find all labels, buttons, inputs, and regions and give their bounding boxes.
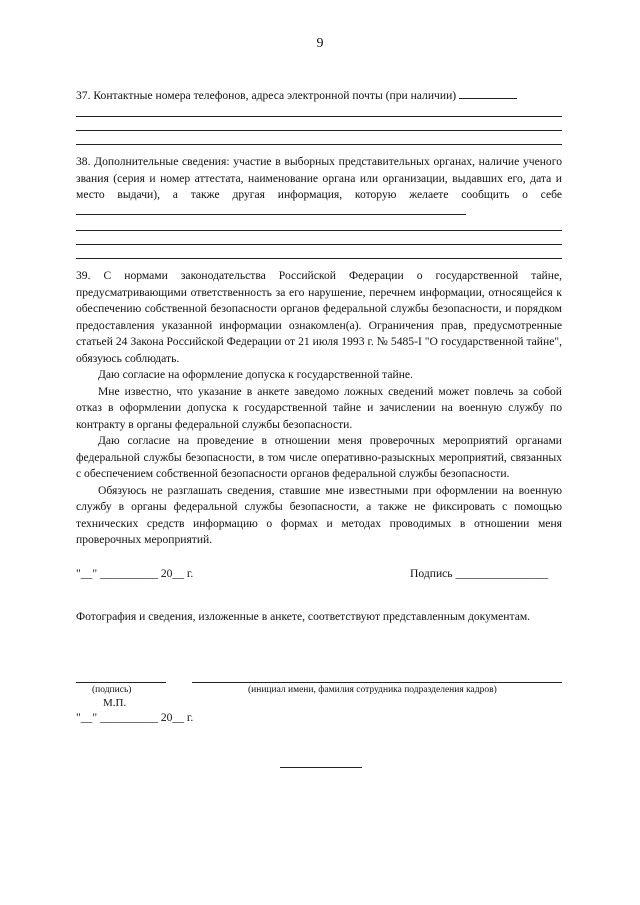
signature-date-line[interactable]: "__" __________ 20__ г.: [76, 567, 194, 580]
item-37-answer-line-1[interactable]: [76, 116, 562, 117]
hr-officer-caption: (инициал имени, фамилия сотрудника подразделения кадров): [248, 685, 497, 695]
podpis-line[interactable]: [76, 682, 166, 683]
item-37-text: 37. Контактные номера телефонов, адреса электронной почты (при наличии): [76, 89, 457, 102]
page-number: 9: [316, 36, 324, 51]
item-39-paragraph-1: 39. С нормами законодательства Российской Федерации о государственной тайне, предусматривающими ответственность за его нарушение, перечнем информации, относящейся к обеспечению собственной безопасности органов федеральной службы безопасности, и порядком предоставления указанной информации ознакомлен(а). Ограничения прав, предусмотренные статьей 24 Закона Российской Федерации от 21 июля 1993 г. № 5485-I "О государственной тайне", обязуюсь соблюдать.: [76, 269, 562, 365]
footer-date-line[interactable]: "__" __________ 20__ г.: [76, 711, 194, 724]
end-of-page-divider: [280, 767, 362, 768]
item-37: [76, 88, 562, 105]
seal-label: М.П.: [103, 697, 127, 709]
item-38: [76, 154, 562, 220]
podpis-caption: (подпись): [92, 685, 132, 695]
hr-officer-line[interactable]: [192, 682, 562, 683]
photo-statement: Фотография и сведения, изложенные в анкете, соответствуют представленным документам.: [76, 610, 531, 623]
item-38-answer-line-2[interactable]: [76, 244, 562, 245]
item-39-paragraph-4: Даю согласие на проведение в отношении меня проверочных мероприятий органами федеральной службы безопасности, в том числе оперативно-разыскных мероприятий, связанных с обеспечением собственной безопасности органов федеральной службы безопасности.: [76, 434, 562, 480]
signature-field[interactable]: Подпись ________________: [410, 567, 549, 580]
item-38-answer-line-3[interactable]: [76, 258, 562, 259]
item-38-fill-line[interactable]: [76, 213, 466, 215]
item-39-paragraph-3: Мне известно, что указание в анкете заведомо ложных сведений может повлечь за собой отказ в оформлении допуска к государственной тайне и зачислении на военную службу по контракту в органы федеральной службы безопасности.: [76, 384, 562, 431]
item-39-paragraph-5: Обязуюсь не разглашать сведения, ставшие мне известными при оформлении на военную службу в органы федеральной службы безопасности, а также не фиксировать с помощью технических средств информацию о формах и методах проводимых в отношении меня проверочных мероприятий.: [76, 483, 562, 546]
item-37-answer-line-2[interactable]: [76, 130, 562, 131]
item-38-text: 38. Дополнительные сведения: участие в выборных представительных органах, наличие ученого звания (серия и номер аттестата, наименование органа или организации, выдавших его, дата и место выдачи), а также другая информация, которую желаете сообщить о себе: [76, 154, 562, 220]
item-37-answer-line-3[interactable]: [76, 144, 562, 145]
item-38-answer-line-1[interactable]: [76, 230, 562, 231]
item-37-fill-line[interactable]: [459, 97, 517, 99]
item-39: [76, 268, 562, 549]
item-39-paragraph-2: Даю согласие на оформление допуска к государственной тайне.: [98, 368, 413, 381]
